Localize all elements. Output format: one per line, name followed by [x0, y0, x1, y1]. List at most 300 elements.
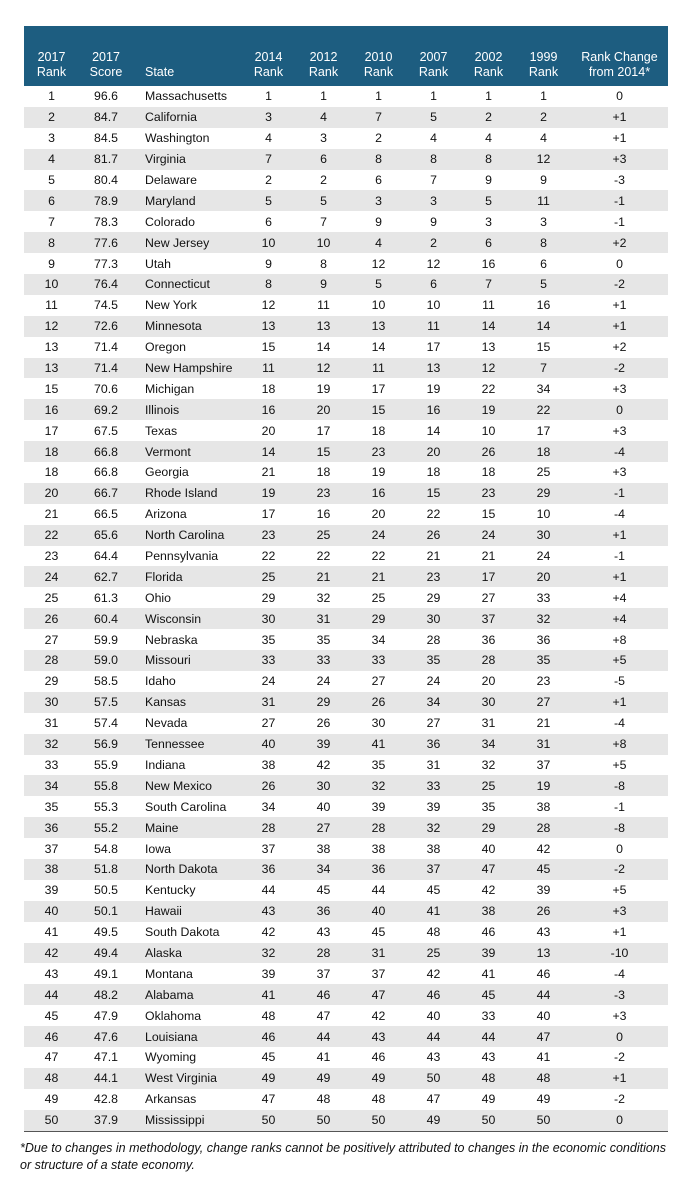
table-cell: 34 — [461, 734, 516, 755]
table-cell: 38 — [261, 757, 276, 772]
table-cell: 12 — [371, 256, 386, 271]
table-cell: 5 — [48, 173, 55, 187]
table-cell: 31 — [241, 692, 296, 713]
table-cell: 42 — [316, 757, 331, 772]
table-cell: 37 — [406, 859, 461, 880]
table-cell: 0 — [571, 399, 668, 420]
table-row — [24, 170, 668, 191]
table-cell: -1 — [614, 549, 625, 564]
table-cell: 11 — [45, 298, 58, 313]
table-row — [24, 253, 668, 274]
table-cell: 55.8 — [79, 775, 133, 796]
table-cell: 35 — [406, 650, 461, 671]
table-cell: 8 — [320, 256, 327, 271]
state-cell: Ohio — [145, 590, 171, 605]
table-cell: 80.4 — [94, 173, 118, 187]
table-cell: 8 — [461, 149, 516, 170]
table-cell: 59.0 — [79, 650, 133, 671]
table-cell: 50 — [351, 1110, 406, 1131]
table-cell: 24 — [536, 549, 551, 564]
table-cell: 48 — [461, 1068, 516, 1089]
table-cell: 24 — [316, 674, 331, 689]
table-cell: 12 — [426, 256, 441, 271]
table-cell: 10 — [296, 232, 351, 253]
table-cell: 55.2 — [79, 817, 133, 838]
table-cell: 16 — [406, 399, 461, 420]
state-cell: Nebraska — [145, 632, 198, 647]
table-cell: 5 — [406, 107, 461, 128]
table-row — [24, 734, 668, 755]
table-cell: 67.5 — [94, 423, 118, 438]
table-cell: 78.3 — [94, 214, 118, 229]
table-cell: 32 — [316, 590, 331, 605]
table-cell: -4 — [614, 507, 625, 522]
table-cell: 31 — [44, 716, 59, 731]
table-cell: 0 — [616, 256, 623, 271]
state-cell: Indiana — [145, 757, 186, 772]
table-cell: 28 — [241, 817, 296, 838]
table-cell: 30 — [371, 716, 386, 731]
table-cell: 22 — [24, 525, 79, 546]
table-cell: 32 — [241, 943, 296, 964]
table-cell: 1 — [375, 89, 382, 104]
table-cell: +1 — [571, 692, 668, 713]
table-cell: 29 — [351, 608, 406, 629]
table-cell: 1 — [265, 89, 272, 104]
state-cell: Nevada — [145, 716, 188, 731]
table-cell: 45 — [516, 859, 571, 880]
table-row — [24, 692, 668, 713]
table-cell: 44 — [406, 1026, 461, 1047]
column-header — [241, 26, 296, 86]
table-cell: 30 — [241, 608, 296, 629]
table-cell: 18 — [481, 465, 496, 480]
table-cell: 77.6 — [79, 232, 133, 253]
table-cell: 23 — [461, 483, 516, 504]
table-cell: 4 — [430, 131, 437, 146]
table-cell: 5 — [296, 190, 351, 211]
table-cell: 71.4 — [79, 358, 133, 379]
column-header-line: 2014 — [254, 50, 283, 64]
table-cell: 4 — [296, 107, 351, 128]
state-cell: Illinois — [133, 399, 241, 420]
table-row — [24, 274, 668, 295]
state-cell: Iowa — [145, 841, 171, 856]
table-cell: 34 — [371, 632, 386, 647]
table-cell: 20 — [261, 423, 276, 438]
table-row — [24, 1026, 668, 1047]
table-cell: 35 — [44, 799, 59, 814]
table-cell: 35 — [516, 650, 571, 671]
table-cell: 41 — [351, 734, 406, 755]
table-cell: 10 — [24, 274, 79, 295]
table-cell: 45 — [426, 883, 441, 898]
table-row — [24, 922, 668, 943]
table-cell: +3 — [571, 149, 668, 170]
table-cell: 38 — [536, 799, 551, 814]
state-cell: Arizona — [145, 507, 187, 522]
table-cell: 66.5 — [94, 507, 118, 522]
table-cell: 37 — [461, 608, 516, 629]
table-cell: 33 — [44, 757, 59, 772]
table-cell: 26 — [316, 716, 331, 731]
table-cell: 22 — [316, 549, 331, 564]
table-row — [24, 190, 668, 211]
state-cell: Minnesota — [133, 316, 241, 337]
state-cell: Wisconsin — [133, 608, 241, 629]
table-cell: 28 — [296, 943, 351, 964]
table-cell: 44 — [296, 1026, 351, 1047]
table-cell: 7 — [351, 107, 406, 128]
table-cell: 20 — [481, 674, 496, 689]
table-cell: 2 — [461, 107, 516, 128]
table-cell: 2 — [516, 107, 571, 128]
column-header-line: Rank — [418, 65, 449, 79]
table-cell: 61.3 — [94, 590, 118, 605]
table-cell: 48 — [24, 1068, 79, 1089]
table-cell: 3 — [406, 190, 461, 211]
table-cell: 7 — [320, 214, 327, 229]
table-cell: 42 — [24, 943, 79, 964]
table-cell: 31 — [516, 734, 571, 755]
table-cell: 34 — [261, 799, 276, 814]
table-cell: 30 — [406, 608, 461, 629]
state-cell: Georgia — [145, 465, 189, 480]
table-cell: 12 — [24, 316, 79, 337]
table-cell: 47 — [351, 984, 406, 1005]
table-cell: 9 — [485, 173, 492, 187]
table-row — [24, 546, 668, 567]
table-cell: 21 — [426, 549, 441, 564]
table-cell: 43 — [351, 1026, 406, 1047]
table-cell: 47 — [316, 1008, 331, 1023]
table-cell: 3 — [540, 214, 547, 229]
table-cell: 4 — [351, 232, 406, 253]
column-header-line: State — [145, 65, 175, 79]
table-cell: 19 — [241, 483, 296, 504]
table-row — [24, 587, 668, 608]
table-cell: 44 — [371, 883, 386, 898]
table-cell: 45 — [261, 1050, 276, 1065]
table-cell: 20 — [516, 566, 571, 587]
table-cell: 46 — [406, 984, 461, 1005]
table-cell: 48.2 — [79, 984, 133, 1005]
table-cell: 16 — [351, 483, 406, 504]
table-cell: 29 — [296, 692, 351, 713]
table-cell: 8 — [351, 149, 406, 170]
table-cell: 33 — [241, 650, 296, 671]
table-cell: 41 — [536, 1050, 551, 1065]
state-cell: Virginia — [133, 149, 241, 170]
table-cell: 15 — [351, 399, 406, 420]
table-cell: 46 — [296, 984, 351, 1005]
table-cell: 36 — [536, 632, 551, 647]
table-cell: 32 — [351, 775, 406, 796]
table-cell: 40 — [24, 901, 79, 922]
state-cell: South Dakota — [145, 925, 220, 940]
state-cell: New Mexico — [133, 775, 241, 796]
table-cell: 49 — [44, 1092, 59, 1107]
table-cell: +1 — [571, 107, 668, 128]
table-cell: +1 — [612, 298, 627, 313]
table-cell: 2 — [406, 232, 461, 253]
table-cell: 1 — [320, 89, 327, 104]
table-cell: 10 — [536, 507, 551, 522]
column-header-line: Rank — [473, 65, 504, 79]
table-cell: 2 — [24, 107, 79, 128]
table-cell: 47 — [261, 1092, 276, 1107]
table-cell: 3 — [485, 214, 492, 229]
table-cell: 42.8 — [94, 1092, 118, 1107]
table-cell: 29 — [426, 590, 441, 605]
table-row — [24, 420, 668, 441]
table-cell: 15 — [296, 441, 351, 462]
table-cell: 35 — [371, 757, 386, 772]
table-cell: 43 — [426, 1050, 441, 1065]
table-row — [24, 378, 668, 399]
table-cell: 49.4 — [79, 943, 133, 964]
state-cell: California — [133, 107, 241, 128]
table-cell: +1 — [612, 131, 627, 146]
table-cell: 24 — [426, 674, 441, 689]
column-header-line: 2012 — [309, 50, 338, 64]
table-cell: 17 — [536, 423, 551, 438]
table-cell: 4 — [265, 131, 272, 146]
column-header-line: Rank — [528, 65, 559, 79]
state-cell: New Jersey — [133, 232, 241, 253]
table-cell: 37 — [371, 966, 386, 981]
table-cell: 32 — [406, 817, 461, 838]
table-cell: 23 — [351, 441, 406, 462]
table-cell: 10 — [426, 298, 441, 313]
state-cell: Texas — [145, 423, 178, 438]
table-cell: 71.4 — [94, 340, 118, 355]
table-cell: 12 — [461, 358, 516, 379]
table-cell: 47 — [44, 1050, 59, 1065]
table-cell: 5 — [241, 190, 296, 211]
column-header — [461, 26, 516, 86]
column-header — [133, 26, 241, 86]
state-cell: Idaho — [145, 674, 176, 689]
state-cell: Arkansas — [145, 1092, 197, 1107]
table-cell: 9 — [375, 214, 382, 229]
table-cell: 26 — [406, 525, 461, 546]
table-cell: 23 — [44, 549, 59, 564]
table-cell: 33 — [351, 650, 406, 671]
table-cell: 39 — [461, 943, 516, 964]
table-row — [24, 796, 668, 817]
table-cell: 39 — [426, 799, 441, 814]
state-cell: Louisiana — [133, 1026, 241, 1047]
table-cell: 11 — [317, 298, 330, 313]
table-row — [24, 859, 668, 880]
table-cell: 33 — [406, 775, 461, 796]
table-cell: 23 — [406, 566, 461, 587]
table-cell: 40 — [426, 1008, 441, 1023]
table-cell: 10 — [371, 298, 386, 313]
table-cell: 28 — [351, 817, 406, 838]
table-cell: 6 — [296, 149, 351, 170]
table-cell: 12 — [296, 358, 351, 379]
table-cell: +3 — [612, 465, 627, 480]
table-cell: 28 — [426, 632, 441, 647]
column-header-line: Rank — [253, 65, 284, 79]
table-cell: 49 — [536, 1092, 551, 1107]
table-cell: 41 — [241, 984, 296, 1005]
table-cell: 29 — [261, 590, 276, 605]
table-cell: 29 — [461, 817, 516, 838]
table-cell: 44.1 — [79, 1068, 133, 1089]
table-cell: 3 — [48, 131, 55, 146]
table-cell: 47 — [461, 859, 516, 880]
table-cell: 13 — [24, 358, 79, 379]
table-cell: 7 — [48, 214, 55, 229]
table-cell: 31 — [481, 716, 496, 731]
table-cell: 40 — [481, 841, 496, 856]
table-cell: 34 — [406, 692, 461, 713]
table-cell: 39 — [296, 734, 351, 755]
state-cell: South Carolina — [145, 799, 227, 814]
state-cell: Washington — [145, 131, 210, 146]
table-cell: 84.5 — [94, 131, 118, 146]
column-header-line: Score — [89, 65, 123, 79]
table-cell: 25 — [406, 943, 461, 964]
table-cell: 38 — [426, 841, 441, 856]
state-cell: Alaska — [133, 943, 241, 964]
state-cell: Kentucky — [145, 883, 196, 898]
table-cell: 66.8 — [79, 441, 133, 462]
table-row — [24, 128, 668, 149]
table-cell: 45 — [461, 984, 516, 1005]
table-cell: 32 — [24, 734, 79, 755]
table-cell: 49 — [296, 1068, 351, 1089]
table-row — [24, 483, 668, 504]
table-cell: 17 — [44, 423, 59, 438]
table-row — [24, 337, 668, 358]
table-cell: -2 — [571, 358, 668, 379]
table-cell: 43 — [536, 925, 551, 940]
table-cell: 37.9 — [79, 1110, 133, 1131]
table-cell: +5 — [571, 650, 668, 671]
state-cell: Montana — [145, 966, 193, 981]
table-cell: 9 — [540, 173, 547, 187]
table-cell: 6 — [265, 214, 272, 229]
state-cell: Tennessee — [133, 734, 241, 755]
table-cell: 11 — [241, 358, 296, 379]
state-cell: Wyoming — [145, 1050, 197, 1065]
table-row — [24, 504, 668, 525]
table-cell: 7 — [430, 173, 437, 187]
footnote: *Due to changes in methodology, change ranks cannot be positively attributed to changes in the economic conditions or structure of a state economy. — [20, 1141, 667, 1172]
table-cell: 21 — [44, 507, 59, 522]
table-cell: 47.1 — [94, 1050, 118, 1065]
column-header-line: 1999 — [529, 50, 558, 64]
table-cell: 37 — [536, 757, 551, 772]
table-cell: 47.6 — [79, 1026, 133, 1047]
rankings-table-container — [24, 26, 668, 1132]
table-row — [24, 838, 668, 859]
column-header-line: 2017 — [92, 50, 120, 64]
column-header-line: 2017 — [37, 50, 66, 64]
state-cell: New York — [145, 298, 197, 313]
table-cell: 16 — [481, 256, 496, 271]
table-row — [24, 441, 668, 462]
table-cell: -10 — [571, 943, 668, 964]
table-row — [24, 525, 668, 546]
table-cell: +3 — [612, 423, 627, 438]
column-header — [296, 26, 351, 86]
table-cell: 42 — [426, 966, 441, 981]
table-cell: 38 — [24, 859, 79, 880]
table-cell: 25 — [241, 566, 296, 587]
table-cell: 27 — [296, 817, 351, 838]
table-cell: 5 — [461, 190, 516, 211]
table-cell: +3 — [571, 901, 668, 922]
table-cell: 1 — [540, 89, 547, 104]
table-cell: 39 — [261, 966, 276, 981]
table-cell: 38 — [371, 841, 386, 856]
table-cell: 18 — [261, 381, 276, 396]
table-cell: 26 — [461, 441, 516, 462]
table-cell: 11 — [482, 298, 495, 313]
state-cell: Vermont — [133, 441, 241, 462]
table-cell: 44 — [24, 984, 79, 1005]
table-cell: 42 — [371, 1008, 386, 1023]
table-cell: 37 — [316, 966, 331, 981]
table-cell: 27 — [371, 674, 386, 689]
table-cell: 76.4 — [79, 274, 133, 295]
table-cell: 17 — [371, 381, 386, 396]
table-cell: 8 — [24, 232, 79, 253]
table-cell: 41 — [406, 901, 461, 922]
table-cell: 21 — [351, 566, 406, 587]
table-cell: 46 — [241, 1026, 296, 1047]
table-cell: 11 — [351, 358, 406, 379]
table-cell: 30 — [24, 692, 79, 713]
table-cell: 17 — [261, 507, 276, 522]
state-cell: Alabama — [133, 984, 241, 1005]
table-cell: -2 — [614, 1050, 625, 1065]
table-cell: 0 — [571, 1110, 668, 1131]
table-cell: 25 — [536, 465, 551, 480]
table-row — [24, 671, 668, 692]
table-cell: 2 — [320, 173, 327, 187]
table-cell: 41 — [316, 1050, 331, 1065]
table-cell: 18 — [24, 441, 79, 462]
table-cell: 43 — [44, 966, 59, 981]
table-row — [24, 1089, 668, 1110]
table-cell: 1 — [485, 89, 492, 104]
state-cell: West Virginia — [133, 1068, 241, 1089]
column-header — [571, 26, 668, 86]
table-cell: 36 — [481, 632, 496, 647]
table-cell: 9 — [265, 256, 272, 271]
table-cell: 22 — [371, 549, 386, 564]
table-cell: 17 — [426, 340, 441, 355]
state-cell: New Hampshire — [133, 358, 241, 379]
table-cell: +4 — [612, 590, 627, 605]
table-cell: 57.4 — [94, 716, 118, 731]
table-cell: 15 — [44, 381, 59, 396]
table-cell: 20 — [24, 483, 79, 504]
table-cell: 50.5 — [94, 883, 118, 898]
table-cell: 25 — [44, 590, 59, 605]
table-cell: 26 — [241, 775, 296, 796]
table-cell: 48 — [316, 1092, 331, 1107]
table-cell: 13 — [351, 316, 406, 337]
table-cell: 14 — [426, 423, 441, 438]
table-cell: 74.5 — [94, 298, 118, 313]
